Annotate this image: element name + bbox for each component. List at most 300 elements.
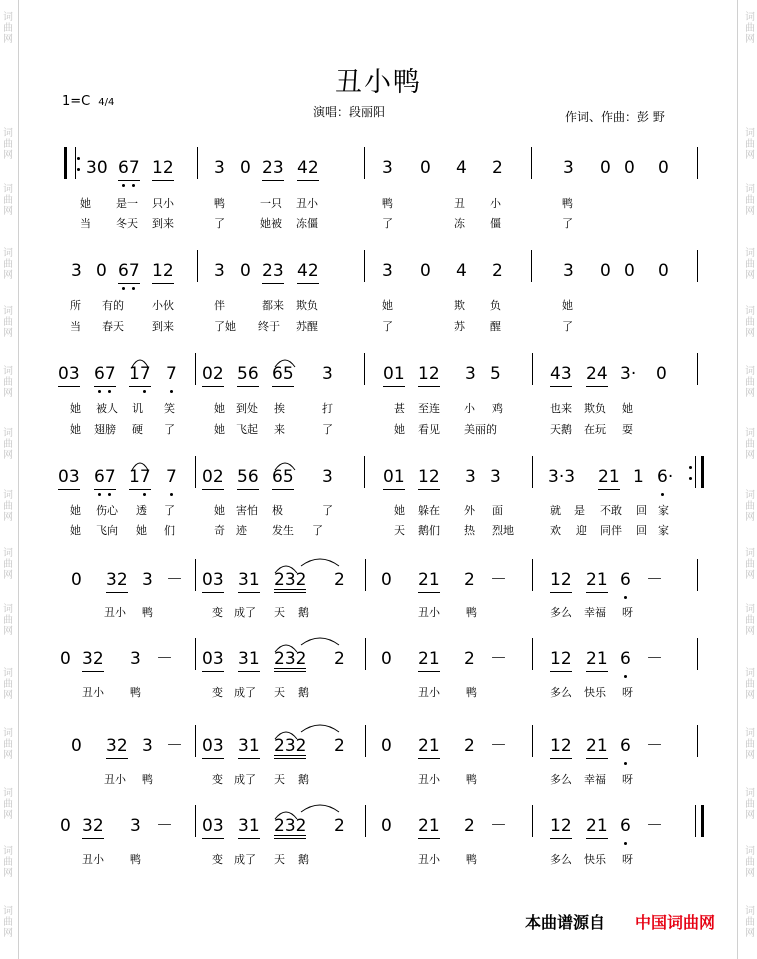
watermark-glyph-group (744, 428, 756, 461)
octave-dot-below (143, 390, 146, 393)
watermark-glyph-group (744, 906, 756, 939)
lyric-word: 苏醒 (296, 320, 318, 333)
watermark-char: 词 (745, 728, 755, 739)
lyric-word: 她 (562, 299, 573, 312)
lyric-word: 幸福 (584, 606, 606, 619)
note: 21 (586, 733, 608, 759)
staff-row (0, 813, 757, 853)
barline (195, 638, 196, 670)
staff-row (0, 733, 757, 773)
watermark-char: 词 (745, 846, 755, 857)
watermark-char: 曲 (3, 501, 13, 512)
meter-label: 4/4 (98, 97, 115, 108)
note: 21 (586, 813, 608, 839)
lyric-word: 家 (658, 524, 669, 537)
lyric-word: 天 (274, 686, 285, 699)
tie-slur (274, 808, 298, 820)
tie-slur (300, 721, 340, 733)
lyric-word: 到来 (152, 320, 174, 333)
watermark-char: 词 (3, 12, 13, 23)
note: 23 (262, 155, 284, 181)
note: 03 (202, 733, 224, 759)
note: 12 (418, 361, 440, 387)
song-title: 丑小鸭 (335, 67, 422, 98)
lyric-word: 丑小 (418, 686, 440, 699)
lyric-word: 多么 (550, 686, 572, 699)
watermark-char: 网 (745, 928, 755, 939)
lyric-word: 她 (214, 402, 225, 415)
watermark-glyph-group (2, 906, 14, 939)
barline (697, 559, 698, 591)
repeat-end-barline (695, 456, 704, 488)
note: 5 (490, 364, 501, 384)
lyric-word: 挨 (274, 402, 285, 415)
watermark-char: 曲 (745, 377, 755, 388)
tie-slur (274, 459, 296, 471)
watermark-char: 词 (745, 428, 755, 439)
watermark-char: 网 (3, 570, 13, 581)
lyric-word: 耍 (622, 423, 633, 436)
octave-dot-below (98, 493, 101, 496)
lyric-word: 僵 (490, 217, 501, 230)
watermark-char: 网 (745, 512, 755, 523)
watermark-char: 网 (3, 626, 13, 637)
lyric-word: 了 (322, 423, 333, 436)
note: 30 (86, 158, 108, 178)
watermark-char: 词 (3, 728, 13, 739)
staff-row (0, 646, 757, 686)
barline (197, 250, 198, 282)
note: 0 (381, 816, 392, 836)
watermark-char: 网 (745, 810, 755, 821)
lyric-word: 成了 (234, 773, 256, 786)
note: 3· (620, 364, 637, 384)
tie-curve (275, 566, 297, 573)
note: 21 (586, 567, 608, 593)
note: 0 (658, 158, 669, 178)
watermark-char: 网 (3, 810, 13, 821)
note: 0 (420, 261, 431, 281)
lyric-word: 看见 (418, 423, 440, 436)
note: 6· (657, 467, 674, 487)
watermark-char: 词 (745, 248, 755, 259)
lyric-word: 伴 (214, 299, 225, 312)
note: 6 (620, 816, 631, 836)
lyric-word: 鸭 (562, 197, 573, 210)
lyric-word: 春天 (102, 320, 124, 333)
note: 03 (58, 464, 80, 490)
note: 3 (142, 570, 153, 590)
note: 12 (550, 813, 572, 839)
lyric-word: 们 (164, 524, 175, 537)
staff-row (0, 258, 757, 298)
watermark-char: 网 (745, 270, 755, 281)
lyric-word: 冬天 (116, 217, 138, 230)
lyric-word: 她 (394, 504, 405, 517)
note: 2 (492, 261, 503, 281)
note: － (166, 570, 183, 590)
note: 21 (598, 464, 620, 490)
note: 21 (418, 567, 440, 593)
watermark-glyph-group (2, 306, 14, 339)
lyric-word: 甚 (394, 402, 405, 415)
barline (365, 559, 366, 591)
watermark-char: 曲 (745, 559, 755, 570)
lyric-word: 终于 (258, 320, 280, 333)
lyric-word: 变 (212, 773, 223, 786)
barline (532, 456, 533, 488)
tie-curve (301, 638, 339, 645)
staff-row (0, 155, 757, 195)
note: 2 (464, 570, 475, 590)
watermark-char: 词 (745, 128, 755, 139)
lyric-word: 多么 (550, 853, 572, 866)
tie-slur (131, 459, 149, 471)
note: 3 (71, 261, 82, 281)
lyric-word: 也来 (550, 402, 572, 415)
barline (697, 250, 698, 282)
lyric-word: 同伴 (600, 524, 622, 537)
note: 12 (152, 155, 174, 181)
octave-dot-below (624, 675, 627, 678)
note: 31 (238, 733, 260, 759)
watermark-char: 词 (3, 428, 13, 439)
tie-curve (132, 463, 148, 470)
lyric-word: 了 (214, 217, 225, 230)
watermark-char: 曲 (3, 917, 13, 928)
watermark-char: 曲 (3, 439, 13, 450)
note: 0 (656, 364, 667, 384)
note: 03 (202, 646, 224, 672)
note: 01 (383, 464, 405, 490)
note: － (156, 816, 173, 836)
lyric-word: 天 (274, 773, 285, 786)
staff-row (0, 567, 757, 607)
watermark-char: 网 (3, 328, 13, 339)
note: 3 (214, 261, 225, 281)
barline (532, 805, 533, 837)
lyric-word: 天 (274, 606, 285, 619)
lyric-word: 了 (312, 524, 323, 537)
watermark-char: 网 (3, 270, 13, 281)
lyric-word: 被人 (96, 402, 118, 415)
note: 3 (465, 467, 476, 487)
watermark-char: 词 (3, 366, 13, 377)
note: 3 (382, 261, 393, 281)
watermark-char: 网 (3, 450, 13, 461)
watermark-char: 词 (745, 788, 755, 799)
watermark-char: 曲 (745, 139, 755, 150)
note: 12 (152, 258, 174, 284)
tie-curve (275, 463, 295, 470)
note: 32 (82, 813, 104, 839)
note: 12 (418, 464, 440, 490)
lyric-word: 鹅 (298, 773, 309, 786)
tie-slur (300, 555, 340, 567)
note: 42 (297, 155, 319, 181)
watermark-char: 词 (745, 668, 755, 679)
repeat-dot (689, 477, 692, 480)
watermark-char: 网 (745, 868, 755, 879)
note: 3 (130, 816, 141, 836)
barline (364, 147, 365, 179)
watermark-char: 网 (745, 206, 755, 217)
note: 03 (202, 813, 224, 839)
note: 02 (202, 361, 224, 387)
watermark-glyph-group (744, 306, 756, 339)
tie-curve (301, 805, 339, 812)
lyric-word: 她 (70, 504, 81, 517)
note: 3 (130, 649, 141, 669)
note: 0 (381, 649, 392, 669)
watermark-char: 词 (3, 548, 13, 559)
lyric-word: 呀 (622, 606, 633, 619)
lyric-word: 躲在 (418, 504, 440, 517)
lyric-word: 欺负 (296, 299, 318, 312)
watermark-char: 曲 (3, 377, 13, 388)
lyric-word: 她 (214, 504, 225, 517)
lyric-word: 硬 (132, 423, 143, 436)
note: 31 (238, 813, 260, 839)
lyric-word: 呀 (622, 773, 633, 786)
note: 67 (118, 155, 140, 181)
watermark-char: 曲 (745, 23, 755, 34)
lyric-word: 她 (70, 423, 81, 436)
note: 67 (94, 464, 116, 490)
barline (532, 353, 533, 385)
note: 17 (129, 464, 151, 490)
watermark-char: 网 (745, 34, 755, 45)
watermark-char: 词 (745, 184, 755, 195)
lyric-word: 了 (382, 217, 393, 230)
note: 31 (238, 567, 260, 593)
watermark-char: 网 (745, 690, 755, 701)
note: 0 (658, 261, 669, 281)
lyric-word: 鸭 (466, 606, 477, 619)
note: 17 (129, 361, 151, 387)
key-label: 1=C (62, 94, 91, 109)
staff-row (0, 361, 757, 401)
note: 42 (297, 258, 319, 284)
note: 2 (334, 649, 345, 669)
watermark-glyph-group (744, 604, 756, 637)
note: 01 (383, 361, 405, 387)
watermark-char: 网 (3, 388, 13, 399)
barline (364, 456, 365, 488)
source-label: 本曲谱源自 (525, 913, 606, 932)
note: 3·3 (548, 467, 576, 487)
note: 4 (456, 261, 467, 281)
tie-slur (274, 641, 298, 653)
lyric-word: 烈地 (492, 524, 514, 537)
note: 12 (550, 567, 572, 593)
lyric-word: 快乐 (584, 686, 606, 699)
note: － (646, 816, 663, 836)
lyric-word: 欺 (454, 299, 465, 312)
lyric-word: 飞起 (236, 423, 258, 436)
tie-slur (300, 801, 340, 813)
barline (697, 353, 698, 385)
watermark-char: 词 (745, 12, 755, 23)
octave-dot-below (170, 493, 173, 496)
note: 232 (274, 733, 306, 759)
octave-dot-below (122, 184, 125, 187)
watermark-char: 网 (745, 626, 755, 637)
octave-dot-below (108, 390, 111, 393)
note: 32 (106, 733, 128, 759)
note: 03 (58, 361, 80, 387)
watermark-char: 网 (3, 690, 13, 701)
watermark-char: 曲 (3, 739, 13, 750)
note: 0 (624, 158, 635, 178)
lyric-word: 鹅们 (418, 524, 440, 537)
lyric-word: 迎 (576, 524, 587, 537)
watermark-char: 曲 (745, 439, 755, 450)
lyric-word: 鸭 (214, 197, 225, 210)
barline (697, 147, 698, 179)
note: － (646, 736, 663, 756)
lyric-word: 有的 (102, 299, 124, 312)
note: 0 (240, 158, 251, 178)
watermark-char: 网 (3, 206, 13, 217)
tie-slur (131, 356, 149, 368)
lyric-word: 了 (322, 504, 333, 517)
note: 2 (334, 816, 345, 836)
lyric-word: 欺负 (584, 402, 606, 415)
lyric-word: 负 (490, 299, 501, 312)
repeat-start-barline (64, 147, 76, 179)
lyric-word: 回 (636, 504, 647, 517)
lyric-word: 当 (70, 320, 81, 333)
lyric-word: 鸭 (466, 686, 477, 699)
note: 6 (620, 649, 631, 669)
watermark-char: 曲 (3, 679, 13, 690)
note: － (646, 570, 663, 590)
note: 0 (240, 261, 251, 281)
note: 2 (464, 816, 475, 836)
lyric-word: 家 (658, 504, 669, 517)
lyric-word: 冻 (454, 217, 465, 230)
lyric-word: 丑小 (296, 197, 318, 210)
lyric-word: 鸭 (466, 853, 477, 866)
lyric-word: 至连 (418, 402, 440, 415)
lyric-word: 成了 (234, 686, 256, 699)
lyric-word: 所 (70, 299, 81, 312)
lyric-word: 丑小 (82, 853, 104, 866)
lyric-word: 回 (636, 524, 647, 537)
lyric-word: 她 (80, 197, 91, 210)
watermark-char: 网 (3, 512, 13, 523)
lyric-word: 她 (622, 402, 633, 415)
lyric-word: 变 (212, 606, 223, 619)
barline (195, 725, 196, 757)
lyric-word: 成了 (234, 853, 256, 866)
note: － (490, 816, 507, 836)
watermark-char: 词 (745, 306, 755, 317)
lyric-word: 丑小 (418, 853, 440, 866)
lyric-word: 了她 (214, 320, 236, 333)
note: 7 (166, 364, 177, 384)
lyric-word: 了 (164, 504, 175, 517)
lyric-word: 在玩 (584, 423, 606, 436)
lyric-word: 就 (550, 504, 561, 517)
lyric-word: 幸福 (584, 773, 606, 786)
note: 6 (620, 736, 631, 756)
lyric-word: 到处 (236, 402, 258, 415)
tie-curve (132, 360, 148, 367)
lyric-word: 丑小 (418, 773, 440, 786)
lyric-word: 鹅 (298, 686, 309, 699)
watermark-char: 词 (3, 490, 13, 501)
note: 7 (166, 467, 177, 487)
note: 32 (106, 567, 128, 593)
lyric-word: 面 (492, 504, 503, 517)
note: 12 (550, 646, 572, 672)
lyric-word: 她 (382, 299, 393, 312)
watermark-char: 曲 (745, 501, 755, 512)
note: 0 (71, 736, 82, 756)
lyric-word: 笑 (164, 402, 175, 415)
watermark-char: 词 (745, 604, 755, 615)
watermark-char: 网 (3, 150, 13, 161)
watermark-char: 曲 (745, 917, 755, 928)
lyric-word: 鹅 (298, 606, 309, 619)
staff-row (0, 464, 757, 504)
watermark-char: 曲 (3, 139, 13, 150)
lyric-word: 她被 (260, 217, 282, 230)
watermark-char: 曲 (3, 195, 13, 206)
octave-dot-below (108, 493, 111, 496)
final-barline (695, 805, 704, 837)
lyric-word: 天鹅 (550, 423, 572, 436)
octave-dot-below (132, 287, 135, 290)
lyric-word: 了 (382, 320, 393, 333)
lyric-word: 到来 (152, 217, 174, 230)
lyric-word: 她 (70, 402, 81, 415)
watermark-char: 词 (3, 128, 13, 139)
note: 23 (262, 258, 284, 284)
tie-slur (274, 356, 296, 368)
barline (197, 147, 198, 179)
watermark-char: 网 (3, 750, 13, 761)
octave-dot-below (661, 493, 664, 496)
barline (195, 559, 196, 591)
note: 3 (142, 736, 153, 756)
note: 0 (600, 158, 611, 178)
lyric-word: 伤心 (96, 504, 118, 517)
watermark-char: 词 (3, 846, 13, 857)
lyric-word: 透 (136, 504, 147, 517)
barline (532, 559, 533, 591)
lyric-word: 丑小 (104, 773, 126, 786)
watermark-glyph-group (2, 604, 14, 637)
octave-dot-below (624, 842, 627, 845)
lyric-word: 美丽的 (464, 423, 497, 436)
lyric-word: 鹅 (298, 853, 309, 866)
watermark-char: 曲 (745, 679, 755, 690)
note: 21 (418, 646, 440, 672)
note: 3 (382, 158, 393, 178)
note: 3 (214, 158, 225, 178)
tie-slur (274, 728, 298, 740)
note: 232 (274, 646, 306, 672)
watermark-char: 曲 (3, 857, 13, 868)
octave-dot-below (98, 390, 101, 393)
note: 32 (82, 646, 104, 672)
lyric-word: 鸭 (130, 853, 141, 866)
watermark-char: 词 (745, 906, 755, 917)
barline (532, 725, 533, 757)
